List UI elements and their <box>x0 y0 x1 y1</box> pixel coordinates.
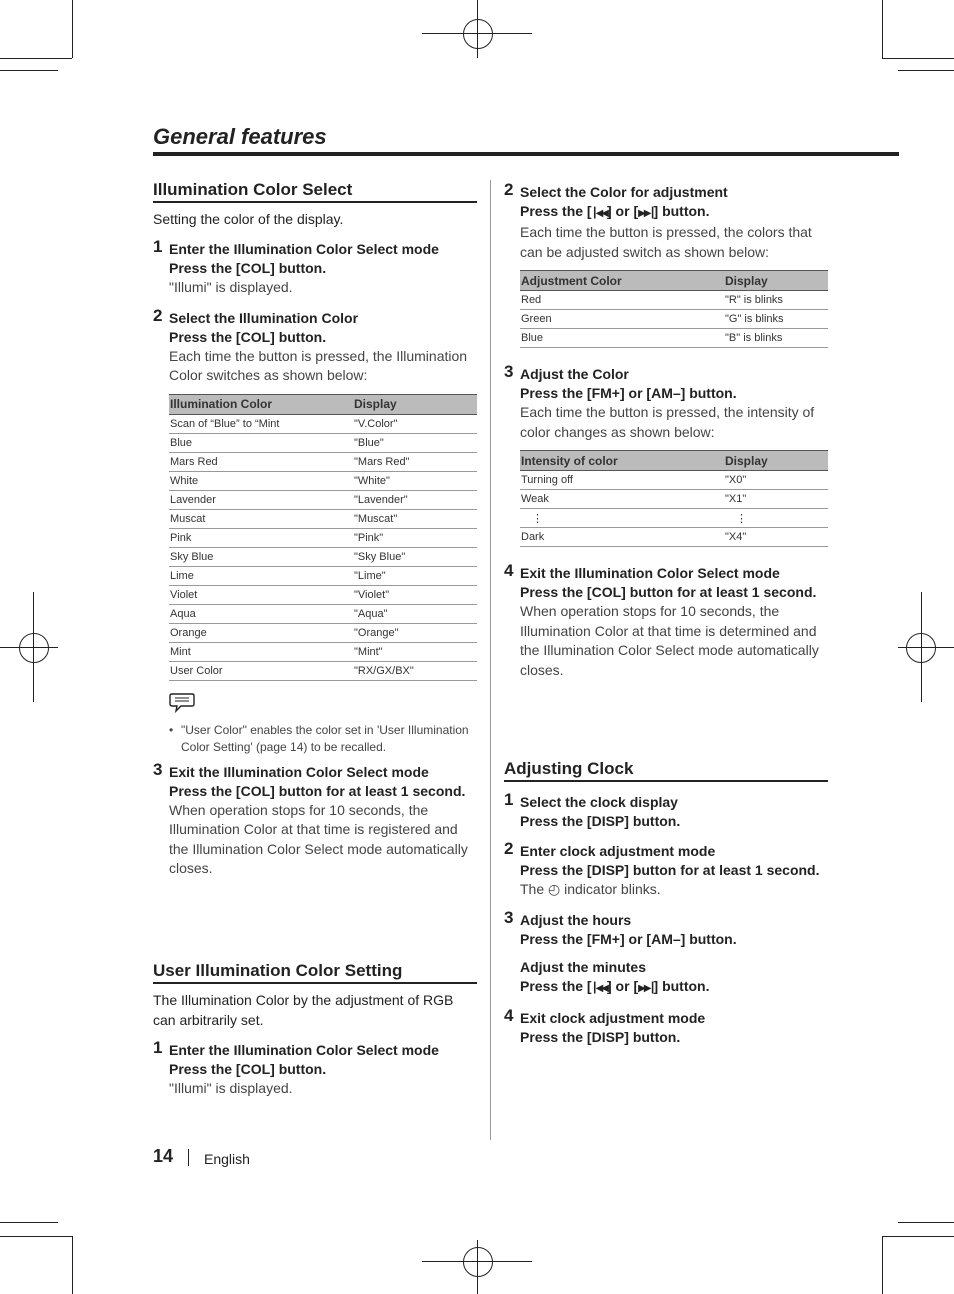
step-title: Enter the Illumination Color Select mode <box>169 1042 439 1058</box>
user-setting-continued <box>504 182 828 690</box>
section-intro: Setting the color of the display. <box>153 211 344 227</box>
step-body: When operation stops for 10 seconds, the Illumination Color at that time is determined and the Illumination Color Select mode automatically closes. <box>520 603 819 678</box>
table-row <box>169 566 477 585</box>
table-cell-label: Violet <box>169 585 353 604</box>
step-action: Press the [DISP] button for at least 1 second. <box>520 862 820 878</box>
step-4 <box>504 563 828 680</box>
crop-mark <box>882 1236 883 1294</box>
step-action: Press the [FM+] or [AM–] button. <box>520 385 737 401</box>
step-number: 1 <box>504 790 514 809</box>
step-1 <box>153 1040 477 1099</box>
table-row <box>520 490 828 509</box>
step-number: 2 <box>504 180 514 199</box>
table-cell-display: "Aqua" <box>353 604 477 623</box>
table-cell-label: Mint <box>169 642 353 661</box>
action-text: Press the [ <box>520 203 592 219</box>
table-row <box>169 414 477 433</box>
table-cell-label: Lime <box>169 566 353 585</box>
table-header: Illumination Color <box>169 394 353 414</box>
crop-mark <box>0 70 58 71</box>
previous-track-icon: ┃◀◀ <box>591 982 607 994</box>
step-2 <box>504 182 828 348</box>
step-1 <box>504 792 828 831</box>
table-header: Display <box>724 271 828 291</box>
step-number: 3 <box>153 759 163 779</box>
crop-mark <box>882 0 883 58</box>
note-text: • "User Color" enables the color set in 'User Illumination Color Setting' (page 14) to be recalled. <box>169 722 477 756</box>
step-2 <box>153 305 477 681</box>
step-title: Enter clock adjustment mode <box>520 843 716 859</box>
step-title: Exit clock adjustment mode <box>520 1009 706 1026</box>
table-cell-display: "White" <box>353 471 477 490</box>
clock-icon: ◴ <box>548 881 561 897</box>
step-2 <box>504 841 828 900</box>
step-number: 3 <box>504 907 514 927</box>
table-cell-display: "X1" <box>724 490 828 509</box>
adjustment-color-table <box>520 270 828 348</box>
crop-mark <box>72 0 73 58</box>
next-track-icon: ▶▶┃ <box>638 982 654 994</box>
column-divider <box>490 180 491 1140</box>
table-cell-display: "Blue" <box>353 433 477 452</box>
table-row <box>169 642 477 661</box>
step-action: Press the [COL] button for at least 1 second. <box>520 584 817 600</box>
page-number: 14 <box>153 1146 174 1166</box>
table-cell-display: ⋮ <box>724 509 828 528</box>
table-cell-display: "Pink" <box>353 528 477 547</box>
crop-mark <box>882 58 954 59</box>
step-title: Select the Illumination Color <box>169 309 359 326</box>
registration-circle <box>463 1247 493 1277</box>
step-action: Press the [COL] button. <box>169 328 327 345</box>
user-illumination-color-setting-section <box>153 961 477 1109</box>
step-action <box>520 977 828 998</box>
step-number: 1 <box>153 237 163 256</box>
table-row <box>169 604 477 623</box>
step-body: When operation stops for 10 seconds, the Illumination Color at that time is registered and the Illumination Color Select mode automatically closes. <box>169 801 468 876</box>
table-cell-label: Red <box>520 291 724 310</box>
table-header: Intensity of color <box>520 451 724 471</box>
table-cell-label: White <box>169 471 353 490</box>
table-cell-display: "Lavender" <box>353 490 477 509</box>
adjusting-clock-section <box>504 759 828 1057</box>
table-row <box>169 585 477 604</box>
table-cell-label: Mars Red <box>169 452 353 471</box>
crop-mark <box>898 1222 954 1223</box>
section-heading: User Illumination Color Setting <box>153 961 477 984</box>
table-row <box>520 310 828 329</box>
table-header: Display <box>724 451 828 471</box>
step-body <box>520 880 828 900</box>
step-number: 4 <box>504 561 514 580</box>
table-cell-label: Aqua <box>169 604 353 623</box>
step-action: Press the [COL] button. <box>169 1061 327 1077</box>
table-cell-display: "X0" <box>724 471 828 490</box>
table-cell-label: Pink <box>169 528 353 547</box>
action-text: ] button. <box>653 203 710 219</box>
step-title: Enter the Illumination Color Select mode <box>169 241 439 257</box>
table-cell-label: Orange <box>169 623 353 642</box>
step-number: 3 <box>504 362 514 381</box>
table-cell-label: User Color <box>169 661 353 680</box>
step-title: Exit the Illumination Color Select mode <box>169 763 429 780</box>
step-action: Press the [FM+] or [AM–] button. <box>520 930 737 947</box>
body-text: The <box>520 881 549 897</box>
crop-mark <box>0 1236 72 1237</box>
step-body: Each time the button is pressed, the Illumination Color switches as shown below: <box>169 347 468 383</box>
table-cell-label: Blue <box>520 329 724 348</box>
table-header-row <box>520 451 828 471</box>
next-track-icon: ▶▶┃ <box>638 208 654 219</box>
crop-mark <box>0 58 72 59</box>
table-row <box>520 329 828 348</box>
action-text: ] button. <box>653 977 710 994</box>
page-language: English <box>204 1151 250 1167</box>
table-row <box>169 623 477 642</box>
step-body: Each time the button is pressed, the colors that can be adjusted switch as shown below: <box>520 224 812 260</box>
step-3 <box>504 364 828 547</box>
step-number: 4 <box>504 1005 514 1025</box>
table-row <box>520 509 828 528</box>
step-number: 2 <box>504 839 514 858</box>
step-1 <box>153 239 477 298</box>
illumination-color-select-section <box>153 180 477 889</box>
page-title: General features <box>153 124 327 149</box>
section-intro: The Illumination Color by the adjustment of RGB can arbitrarily set. <box>153 992 454 1028</box>
table-cell-display: "Muscat" <box>353 509 477 528</box>
table-cell-display: "Sky Blue" <box>353 547 477 566</box>
table-cell-display: "Orange" <box>353 623 477 642</box>
table-cell-display: "B" is blinks <box>724 329 828 348</box>
table-cell-label: Blue <box>169 433 353 452</box>
note-icon <box>169 691 195 713</box>
table-header-row <box>520 271 828 291</box>
step-number: 2 <box>153 305 163 325</box>
table-cell-label: Turning off <box>520 471 724 490</box>
table-cell-label: ⋮ <box>520 509 724 528</box>
table-cell-label: Weak <box>520 490 724 509</box>
section-heading: Illumination Color Select <box>153 180 477 203</box>
table-row <box>520 291 828 310</box>
step-title: Select the Color for adjustment <box>520 184 728 200</box>
table-row <box>169 661 477 680</box>
table-row <box>169 509 477 528</box>
step-title: Adjust the hours <box>520 911 632 928</box>
table-cell-display: "R" is blinks <box>724 291 828 310</box>
step-action: Press the [COL] button. <box>169 260 327 276</box>
table-header: Display <box>353 394 477 414</box>
registration-circle <box>19 633 49 663</box>
step-3 <box>504 907 828 998</box>
table-cell-label: Sky Blue <box>169 547 353 566</box>
step-subtitle: Adjust the minutes <box>520 958 647 975</box>
step-title: Exit the Illumination Color Select mode <box>520 565 780 581</box>
table-cell-label: Dark <box>520 528 724 547</box>
step-action: Press the [DISP] button. <box>520 1028 681 1045</box>
step-action: Press the [DISP] button. <box>520 813 681 829</box>
table-cell-label: Lavender <box>169 490 353 509</box>
body-text: indicator blinks. <box>560 881 661 897</box>
table-cell-display: "Violet" <box>353 585 477 604</box>
step-body: "Illumi" is displayed. <box>169 279 293 295</box>
illumination-color-table <box>169 394 477 681</box>
action-text: Press the [ <box>520 977 592 994</box>
table-cell-display: "G" is blinks <box>724 310 828 329</box>
table-header: Adjustment Color <box>520 271 724 291</box>
note-block <box>153 691 477 756</box>
crop-mark <box>72 1236 73 1294</box>
intensity-table <box>520 450 828 547</box>
table-row <box>169 528 477 547</box>
crop-mark <box>898 70 954 71</box>
table-row <box>169 471 477 490</box>
step-title: Adjust the Color <box>520 366 629 382</box>
step-title: Select the clock display <box>520 794 678 810</box>
section-heading: Adjusting Clock <box>504 759 828 782</box>
table-row <box>169 547 477 566</box>
step-3 <box>153 759 477 879</box>
table-row <box>520 528 828 547</box>
table-row <box>169 452 477 471</box>
table-cell-display: "V.Color" <box>353 414 477 433</box>
footer-separator <box>188 1149 189 1166</box>
table-row <box>169 490 477 509</box>
action-text: ] or [ <box>607 977 639 994</box>
step-action <box>520 202 828 223</box>
step-body: "Illumi" is displayed. <box>169 1080 293 1096</box>
crop-mark <box>882 1236 954 1237</box>
step-body: Each time the button is pressed, the intensity of color changes as shown below: <box>520 404 815 440</box>
previous-track-icon: ┃◀◀ <box>591 208 607 219</box>
table-cell-display: "Mars Red" <box>353 452 477 471</box>
table-row <box>520 471 828 490</box>
title-rule <box>153 152 899 156</box>
action-text: ] or [ <box>607 203 639 219</box>
registration-circle <box>463 19 493 49</box>
step-4 <box>504 1005 828 1047</box>
step-action: Press the [COL] button for at least 1 second. <box>169 782 466 799</box>
table-cell-label: Green <box>520 310 724 329</box>
crop-mark <box>0 1222 58 1223</box>
table-cell-display: "X4" <box>724 528 828 547</box>
step-number: 1 <box>153 1038 163 1057</box>
table-cell-display: "Mint" <box>353 642 477 661</box>
table-cell-display: "RX/GX/BX" <box>353 661 477 680</box>
registration-circle <box>906 633 936 663</box>
table-header-row <box>169 394 477 414</box>
table-cell-label: Muscat <box>169 509 353 528</box>
table-cell-display: "Lime" <box>353 566 477 585</box>
table-cell-label: Scan of “Blue” to “Mint <box>169 414 353 433</box>
table-row <box>169 433 477 452</box>
